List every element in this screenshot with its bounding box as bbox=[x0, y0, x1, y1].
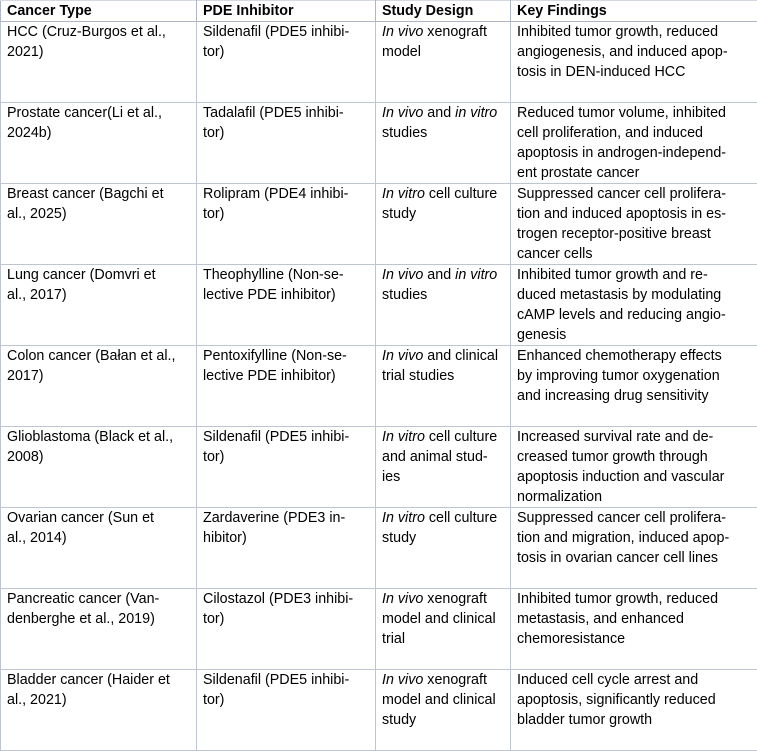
study-design-cell bbox=[376, 589, 511, 670]
study-design-line bbox=[382, 710, 508, 730]
key-findings-cell-line: and increasing drug sensitivity bbox=[517, 386, 755, 406]
key-findings-cell-line: tion and migration, induced apop- bbox=[517, 528, 755, 548]
pde-inhibitor-cell-line: tor) bbox=[203, 690, 373, 710]
study-design-line bbox=[382, 690, 508, 710]
key-findings-cell bbox=[511, 103, 757, 184]
key-findings-cell-line: Suppressed cancer cell prolifera- bbox=[517, 508, 755, 528]
study-design-text: cell culture bbox=[425, 510, 497, 526]
study-design-cell bbox=[376, 670, 511, 751]
key-findings-cell-line: trogen receptor-positive breast bbox=[517, 224, 755, 244]
key-findings-cell-line: Increased survival rate and de- bbox=[517, 427, 755, 447]
key-findings-cell bbox=[511, 427, 757, 508]
cancer-type-cell-line: Glioblastoma (Black et al., bbox=[7, 427, 194, 447]
table-row bbox=[1, 508, 757, 589]
study-design-term: In vivo bbox=[382, 105, 423, 121]
cancer-type-cell-line: Ovarian cancer (Sun et bbox=[7, 508, 194, 528]
key-findings-cell bbox=[511, 22, 757, 103]
cancer-type-cell-line: 2017) bbox=[7, 366, 194, 386]
study-design-text: and bbox=[423, 267, 455, 283]
study-design-term: In vivo bbox=[382, 672, 423, 688]
study-design-line bbox=[382, 346, 508, 366]
pde-inhibitor-cell bbox=[197, 184, 376, 265]
key-findings-cell-line: cancer cells bbox=[517, 244, 755, 264]
study-design-cell bbox=[376, 427, 511, 508]
cancer-type-cell-line: HCC (Cruz-Burgos et al., bbox=[7, 22, 194, 42]
pde-inhibitor-cell-line: Cilostazol (PDE3 inhibi- bbox=[203, 589, 373, 609]
study-design-line bbox=[382, 447, 508, 467]
study-design-line bbox=[382, 184, 508, 204]
study-design-text: cell culture bbox=[425, 186, 497, 202]
table-row bbox=[1, 427, 757, 508]
study-design-text: and animal stud- bbox=[382, 449, 488, 465]
key-findings-cell-line: bladder tumor growth bbox=[517, 710, 755, 730]
cancer-type-cell-line: 2021) bbox=[7, 42, 194, 62]
pde-inhibitor-cell bbox=[197, 670, 376, 751]
key-findings-cell bbox=[511, 508, 757, 589]
key-findings-cell-line: angiogenesis, and induced apop- bbox=[517, 42, 755, 62]
pde-inhibitor-cell bbox=[197, 589, 376, 670]
study-design-text: study bbox=[382, 712, 416, 728]
study-design-term: In vivo bbox=[382, 591, 423, 607]
study-design-cell bbox=[376, 22, 511, 103]
pde-inhibitor-cell-line: Tadalafil (PDE5 inhibi- bbox=[203, 103, 373, 123]
key-findings-cell-line: normalization bbox=[517, 487, 755, 507]
pde-inhibitor-cell-line: lective PDE inhibitor) bbox=[203, 366, 373, 386]
study-design-line bbox=[382, 123, 508, 143]
key-findings-cell bbox=[511, 184, 757, 265]
pde-inhibitor-cell-line: tor) bbox=[203, 42, 373, 62]
key-findings-cell-line: duced metastasis by modulating bbox=[517, 285, 755, 305]
study-design-line bbox=[382, 103, 508, 123]
study-design-line bbox=[382, 265, 508, 285]
pde-inhibitor-cell bbox=[197, 22, 376, 103]
key-findings-cell-line: Inhibited tumor growth, reduced bbox=[517, 22, 755, 42]
header-cancer-type: Cancer Type bbox=[1, 1, 197, 22]
key-findings-cell-line: cell proliferation, and induced bbox=[517, 123, 755, 143]
pde-inhibitor-cell-line: tor) bbox=[203, 204, 373, 224]
key-findings-cell-line: tosis in ovarian cancer cell lines bbox=[517, 548, 755, 568]
study-design-cell bbox=[376, 184, 511, 265]
study-design-text: and bbox=[423, 105, 455, 121]
table-row bbox=[1, 670, 757, 751]
pde-inhibitor-cell-line: Zardaverine (PDE3 in- bbox=[203, 508, 373, 528]
cancer-type-cell bbox=[1, 22, 197, 103]
cancer-type-cell bbox=[1, 589, 197, 670]
cancer-type-cell-line: al., 2025) bbox=[7, 204, 194, 224]
study-design-text: studies bbox=[382, 125, 427, 141]
study-design-text: cell culture bbox=[425, 429, 497, 445]
cancer-type-cell-line: al., 2021) bbox=[7, 690, 194, 710]
key-findings-cell-line: Reduced tumor volume, inhibited bbox=[517, 103, 755, 123]
key-findings-cell-line: apoptosis in androgen-independ- bbox=[517, 143, 755, 163]
study-design-term: In vitro bbox=[382, 186, 425, 202]
table-row bbox=[1, 265, 757, 346]
cancer-type-cell-line: 2024b) bbox=[7, 123, 194, 143]
study-design-text: and clinical bbox=[423, 348, 498, 364]
study-design-line bbox=[382, 427, 508, 447]
key-findings-cell-line: Induced cell cycle arrest and bbox=[517, 670, 755, 690]
cancer-type-cell bbox=[1, 670, 197, 751]
study-design-text: xenograft bbox=[423, 672, 487, 688]
study-design-line bbox=[382, 670, 508, 690]
study-design-line bbox=[382, 508, 508, 528]
study-design-term: In vivo bbox=[382, 24, 423, 40]
study-design-cell bbox=[376, 103, 511, 184]
table-row bbox=[1, 589, 757, 670]
pde-inhibitor-cell bbox=[197, 103, 376, 184]
key-findings-cell-line: tion and induced apoptosis in es- bbox=[517, 204, 755, 224]
table-body bbox=[1, 22, 757, 751]
cancer-type-cell-line: al., 2017) bbox=[7, 285, 194, 305]
cancer-type-cell bbox=[1, 265, 197, 346]
pde-inhibitor-cell-line: Rolipram (PDE4 inhibi- bbox=[203, 184, 373, 204]
study-design-term: In vitro bbox=[382, 510, 425, 526]
study-design-text: xenograft bbox=[423, 591, 487, 607]
study-design-text: study bbox=[382, 206, 416, 222]
key-findings-cell-line: Suppressed cancer cell prolifera- bbox=[517, 184, 755, 204]
cancer-type-cell bbox=[1, 184, 197, 265]
header-study-design: Study Design bbox=[376, 1, 511, 22]
cancer-type-cell-line: Prostate cancer(Li et al., bbox=[7, 103, 194, 123]
study-design-term: In vitro bbox=[382, 429, 425, 445]
key-findings-cell-line: Enhanced chemotherapy effects bbox=[517, 346, 755, 366]
key-findings-cell-line: metastasis, and enhanced bbox=[517, 609, 755, 629]
pde-inhibitor-cell bbox=[197, 427, 376, 508]
cancer-type-cell-line: al., 2014) bbox=[7, 528, 194, 548]
table-header-row bbox=[1, 1, 757, 22]
study-design-text: ies bbox=[382, 469, 400, 485]
study-design-cell bbox=[376, 346, 511, 427]
cancer-type-cell-line: Pancreatic cancer (Van- bbox=[7, 589, 194, 609]
table-row bbox=[1, 103, 757, 184]
study-design-line bbox=[382, 528, 508, 548]
pde-inhibitor-cell-line: Sildenafil (PDE5 inhibi- bbox=[203, 427, 373, 447]
cancer-type-cell-line: Bladder cancer (Haider et bbox=[7, 670, 194, 690]
study-design-text: model bbox=[382, 44, 421, 60]
cancer-type-cell bbox=[1, 508, 197, 589]
study-design-term: In vivo bbox=[382, 348, 423, 364]
study-design-term: in vitro bbox=[455, 105, 497, 121]
study-design-text: model and clinical bbox=[382, 611, 496, 627]
study-design-cell bbox=[376, 265, 511, 346]
study-design-line bbox=[382, 366, 508, 386]
study-design-term: In vivo bbox=[382, 267, 423, 283]
key-findings-cell-line: apoptosis induction and vascular bbox=[517, 467, 755, 487]
cancer-type-cell-line: denberghe et al., 2019) bbox=[7, 609, 194, 629]
key-findings-cell-line: Inhibited tumor growth and re- bbox=[517, 265, 755, 285]
pde-inhibitor-cell bbox=[197, 265, 376, 346]
pde-inhibitor-cell bbox=[197, 508, 376, 589]
key-findings-cell-line: creased tumor growth through bbox=[517, 447, 755, 467]
pde-inhibitor-cell-line: Sildenafil (PDE5 inhibi- bbox=[203, 22, 373, 42]
header-pde-inhibitor: PDE Inhibitor bbox=[197, 1, 376, 22]
key-findings-cell bbox=[511, 346, 757, 427]
cancer-type-cell-line: Lung cancer (Domvri et bbox=[7, 265, 194, 285]
key-findings-cell-line: by improving tumor oxygenation bbox=[517, 366, 755, 386]
pde-inhibitor-cell-line: hibitor) bbox=[203, 528, 373, 548]
key-findings-cell-line: cAMP levels and reducing angio- bbox=[517, 305, 755, 325]
cancer-type-cell-line: 2008) bbox=[7, 447, 194, 467]
pde-inhibitor-cell-line: tor) bbox=[203, 123, 373, 143]
table-row bbox=[1, 346, 757, 427]
key-findings-cell-line: apoptosis, significantly reduced bbox=[517, 690, 755, 710]
table-row bbox=[1, 184, 757, 265]
study-design-line bbox=[382, 42, 508, 62]
study-design-term: in vitro bbox=[455, 267, 497, 283]
cancer-type-cell-line: Breast cancer (Bagchi et bbox=[7, 184, 194, 204]
pde-inhibitor-cell-line: Theophylline (Non-se- bbox=[203, 265, 373, 285]
study-design-line bbox=[382, 629, 508, 649]
study-design-line bbox=[382, 204, 508, 224]
key-findings-cell-line: genesis bbox=[517, 325, 755, 345]
key-findings-cell-line: tosis in DEN-induced HCC bbox=[517, 62, 755, 82]
study-design-line bbox=[382, 609, 508, 629]
pde-inhibitor-cell-line: lective PDE inhibitor) bbox=[203, 285, 373, 305]
header-key-findings: Key Findings bbox=[511, 1, 757, 22]
cancer-type-cell bbox=[1, 103, 197, 184]
study-design-line bbox=[382, 467, 508, 487]
cancer-type-cell bbox=[1, 427, 197, 508]
table-row bbox=[1, 22, 757, 103]
study-design-text: trial studies bbox=[382, 368, 454, 384]
pde-inhibitor-cell-line: tor) bbox=[203, 609, 373, 629]
study-design-text: studies bbox=[382, 287, 427, 303]
cancer-type-cell bbox=[1, 346, 197, 427]
key-findings-cell bbox=[511, 670, 757, 751]
key-findings-cell-line: ent prostate cancer bbox=[517, 163, 755, 183]
key-findings-cell bbox=[511, 589, 757, 670]
study-design-text: trial bbox=[382, 631, 405, 647]
cancer-type-cell-line: Colon cancer (Bałan et al., bbox=[7, 346, 194, 366]
study-design-text: xenograft bbox=[423, 24, 487, 40]
key-findings-cell bbox=[511, 265, 757, 346]
pde-inhibitor-cell bbox=[197, 346, 376, 427]
study-design-text: study bbox=[382, 530, 416, 546]
study-design-line bbox=[382, 285, 508, 305]
pde-inhibitor-cell-line: tor) bbox=[203, 447, 373, 467]
pde-inhibitor-cell-line: Pentoxifylline (Non-se- bbox=[203, 346, 373, 366]
study-design-cell bbox=[376, 508, 511, 589]
study-design-text: model and clinical bbox=[382, 692, 496, 708]
study-design-line bbox=[382, 22, 508, 42]
study-design-line bbox=[382, 589, 508, 609]
key-findings-cell-line: Inhibited tumor growth, reduced bbox=[517, 589, 755, 609]
key-findings-cell-line: chemoresistance bbox=[517, 629, 755, 649]
pde-inhibitor-cell-line: Sildenafil (PDE5 inhibi- bbox=[203, 670, 373, 690]
